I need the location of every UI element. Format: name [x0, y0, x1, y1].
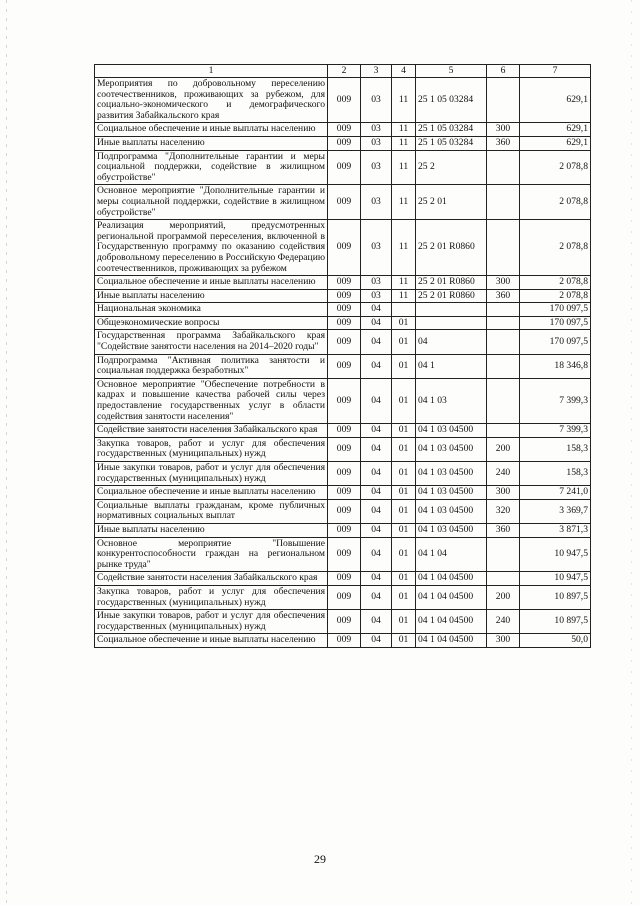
table-row: [95, 220, 591, 276]
table-row: [95, 185, 591, 220]
row-expense-type: 300: [487, 486, 520, 500]
row-section-code: 03: [361, 150, 392, 185]
table-row: [95, 78, 591, 123]
row-target-article: 04 1 04 04500: [416, 572, 487, 586]
row-section-code: 04: [361, 537, 392, 572]
table-row: [95, 523, 591, 537]
table-row: [95, 289, 591, 303]
row-expense-type: 200: [487, 585, 520, 609]
row-subsection-code: 11: [392, 150, 416, 185]
row-subsection-code: 01: [392, 462, 416, 486]
row-ministry-code: 009: [328, 150, 361, 185]
row-target-article: 25 1 05 03284: [416, 123, 487, 137]
row-section-code: 03: [361, 78, 392, 123]
row-section-code: 04: [361, 378, 392, 423]
row-name: Основное мероприятие "Повышение конкурентоспособности граждан на региональном рынке труда": [95, 537, 328, 572]
row-subsection-code: 01: [392, 585, 416, 609]
table-body: [95, 78, 591, 648]
table-row: [95, 136, 591, 150]
row-expense-type: [487, 354, 520, 378]
row-name: Реализация мероприятий, предусмотренных региональной программой переселения, включенной в Государственную программу по оказанию содействия добровольному переселению в Российскую Федерацию соотечественников, проживающих за рубежом: [95, 220, 328, 276]
scan-edge-right: [631, 0, 632, 905]
table-row: [95, 330, 591, 354]
row-ministry-code: 009: [328, 289, 361, 303]
row-target-article: 25 1 05 03284: [416, 136, 487, 150]
table-row: [95, 316, 591, 330]
header-col-6: 6: [487, 65, 520, 78]
row-name: Иные выплаты населению: [95, 289, 328, 303]
row-name: Иные закупки товаров, работ и услуг для обеспечения государственных (муниципальных) нужд: [95, 610, 328, 634]
row-expense-type: [487, 537, 520, 572]
row-amount: 2 078,8: [520, 185, 591, 220]
row-ministry-code: 009: [328, 437, 361, 461]
row-subsection-code: 01: [392, 537, 416, 572]
row-section-code: 04: [361, 634, 392, 648]
budget-table: [94, 64, 591, 648]
row-target-article: 25 2 01 R0860: [416, 276, 487, 290]
row-amount: 158,3: [520, 462, 591, 486]
row-subsection-code: 01: [392, 572, 416, 586]
row-name: Иные выплаты населению: [95, 523, 328, 537]
row-expense-type: 200: [487, 437, 520, 461]
row-ministry-code: 009: [328, 330, 361, 354]
table-row: [95, 634, 591, 648]
table-row: [95, 303, 591, 317]
row-name: Подпрограмма "Активная политика занятости и социальная поддержка безработных": [95, 354, 328, 378]
row-name: Общеэкономические вопросы: [95, 316, 328, 330]
table-row: [95, 499, 591, 523]
row-target-article: [416, 316, 487, 330]
table-row: [95, 276, 591, 290]
row-target-article: 04 1 04 04500: [416, 585, 487, 609]
row-section-code: 04: [361, 424, 392, 438]
row-target-article: 04: [416, 330, 487, 354]
scan-edge-left: [6, 0, 7, 905]
row-subsection-code: 11: [392, 289, 416, 303]
header-col-5: 5: [416, 65, 487, 78]
row-expense-type: 320: [487, 499, 520, 523]
header-col-7: 7: [520, 65, 591, 78]
row-subsection-code: 01: [392, 330, 416, 354]
row-name: Национальная экономика: [95, 303, 328, 317]
row-target-article: 25 2 01: [416, 185, 487, 220]
row-expense-type: 360: [487, 136, 520, 150]
row-subsection-code: 11: [392, 220, 416, 276]
row-amount: 158,3: [520, 437, 591, 461]
page-number: 29: [314, 852, 326, 866]
row-expense-type: [487, 330, 520, 354]
row-name: Социальное обеспечение и иные выплаты населению: [95, 634, 328, 648]
row-amount: 7 399,3: [520, 424, 591, 438]
table-row: [95, 486, 591, 500]
table-row: [95, 123, 591, 137]
row-ministry-code: 009: [328, 537, 361, 572]
row-ministry-code: 009: [328, 276, 361, 290]
row-target-article: 25 2 01 R0860: [416, 289, 487, 303]
row-ministry-code: 009: [328, 220, 361, 276]
row-section-code: 04: [361, 303, 392, 317]
row-ministry-code: 009: [328, 486, 361, 500]
row-target-article: 25 2 01 R0860: [416, 220, 487, 276]
row-target-article: 04 1 04: [416, 537, 487, 572]
row-target-article: 04 1 03 04500: [416, 486, 487, 500]
row-ministry-code: 009: [328, 572, 361, 586]
row-amount: 170 097,5: [520, 303, 591, 317]
table-row: [95, 610, 591, 634]
header-row: [95, 65, 591, 78]
row-ministry-code: 009: [328, 499, 361, 523]
row-ministry-code: 009: [328, 424, 361, 438]
table-row: [95, 585, 591, 609]
row-section-code: 04: [361, 499, 392, 523]
row-expense-type: 300: [487, 276, 520, 290]
table-row: [95, 572, 591, 586]
row-section-code: 03: [361, 276, 392, 290]
row-amount: 2 078,8: [520, 220, 591, 276]
row-amount: 3 369,7: [520, 499, 591, 523]
row-section-code: 04: [361, 354, 392, 378]
row-amount: 3 871,3: [520, 523, 591, 537]
row-subsection-code: 11: [392, 185, 416, 220]
row-target-article: 04 1 03 04500: [416, 462, 487, 486]
row-subsection-code: 01: [392, 634, 416, 648]
row-ministry-code: 009: [328, 123, 361, 137]
row-ministry-code: 009: [328, 378, 361, 423]
row-target-article: 04 1 03 04500: [416, 499, 487, 523]
row-section-code: 03: [361, 220, 392, 276]
row-ministry-code: 009: [328, 523, 361, 537]
row-section-code: 04: [361, 585, 392, 609]
row-name: Социальное обеспечение и иные выплаты населению: [95, 486, 328, 500]
row-target-article: 25 2: [416, 150, 487, 185]
row-subsection-code: 01: [392, 316, 416, 330]
row-amount: 170 097,5: [520, 330, 591, 354]
row-amount: 629,1: [520, 78, 591, 123]
row-ministry-code: 009: [328, 303, 361, 317]
row-amount: 18 346,8: [520, 354, 591, 378]
row-expense-type: 300: [487, 634, 520, 648]
row-name: Основное мероприятие "Обеспечение потребности в кадрах и повышение качества рабочей силы через предоставление государственных услуг в области содействия занятости населения": [95, 378, 328, 423]
row-section-code: 04: [361, 610, 392, 634]
row-amount: 2 078,8: [520, 276, 591, 290]
row-ministry-code: 009: [328, 610, 361, 634]
row-expense-type: [487, 303, 520, 317]
row-ministry-code: 009: [328, 136, 361, 150]
row-section-code: 03: [361, 289, 392, 303]
row-subsection-code: 01: [392, 523, 416, 537]
table-row: [95, 150, 591, 185]
row-expense-type: 300: [487, 123, 520, 137]
row-subsection-code: 01: [392, 424, 416, 438]
row-amount: 629,1: [520, 136, 591, 150]
row-ministry-code: 009: [328, 316, 361, 330]
table-row: [95, 424, 591, 438]
row-subsection-code: 11: [392, 136, 416, 150]
row-name: Государственная программа Забайкальского края "Содействие занятости населения на 2014–2020 годы": [95, 330, 328, 354]
row-subsection-code: 01: [392, 486, 416, 500]
row-target-article: [416, 303, 487, 317]
row-expense-type: [487, 78, 520, 123]
row-section-code: 04: [361, 523, 392, 537]
row-ministry-code: 009: [328, 185, 361, 220]
row-target-article: 04 1 03 04500: [416, 437, 487, 461]
row-name: Иные выплаты населению: [95, 136, 328, 150]
row-amount: 7 399,3: [520, 378, 591, 423]
row-expense-type: 240: [487, 462, 520, 486]
row-target-article: 04 1 03 04500: [416, 424, 487, 438]
row-name: Иные закупки товаров, работ и услуг для обеспечения государственных (муниципальных) нужд: [95, 462, 328, 486]
row-name: Основное мероприятие "Дополнительные гарантии и меры социальной поддержки, содействие в жилищном обустройстве": [95, 185, 328, 220]
row-target-article: 04 1 04 04500: [416, 610, 487, 634]
header-col-2: 2: [328, 65, 361, 78]
row-subsection-code: 11: [392, 276, 416, 290]
row-expense-type: 240: [487, 610, 520, 634]
row-name: Мероприятия по добровольному переселению соотечественников, проживающих за рубежом, для социально-экономического и демографического развития Забайкальского края: [95, 78, 328, 123]
row-amount: 10 897,5: [520, 585, 591, 609]
table-row: [95, 437, 591, 461]
row-subsection-code: 01: [392, 437, 416, 461]
row-section-code: 03: [361, 185, 392, 220]
row-amount: 170 097,5: [520, 316, 591, 330]
row-name: Подпрограмма "Дополнительные гарантии и меры социальной поддержки, содействие в жилищном обустройстве": [95, 150, 328, 185]
row-name: Социальные выплаты гражданам, кроме публичных нормативных социальных выплат: [95, 499, 328, 523]
header-col-4: 4: [392, 65, 416, 78]
table-row: [95, 354, 591, 378]
row-amount: 7 241,0: [520, 486, 591, 500]
row-subsection-code: 01: [392, 378, 416, 423]
row-amount: 629,1: [520, 123, 591, 137]
row-name: Содействие занятости населения Забайкальского края: [95, 572, 328, 586]
row-section-code: 04: [361, 486, 392, 500]
row-ministry-code: 009: [328, 585, 361, 609]
row-subsection-code: 01: [392, 499, 416, 523]
table-row: [95, 378, 591, 423]
row-name: Содействие занятости населения Забайкальского края: [95, 424, 328, 438]
row-expense-type: 360: [487, 289, 520, 303]
row-section-code: 03: [361, 123, 392, 137]
row-subsection-code: 01: [392, 610, 416, 634]
row-section-code: 04: [361, 462, 392, 486]
row-ministry-code: 009: [328, 462, 361, 486]
row-subsection-code: 11: [392, 123, 416, 137]
row-target-article: 04 1: [416, 354, 487, 378]
header-col-3: 3: [361, 65, 392, 78]
row-target-article: 04 1 03: [416, 378, 487, 423]
row-name: Закупка товаров, работ и услуг для обеспечения государственных (муниципальных) нужд: [95, 585, 328, 609]
row-expense-type: [487, 150, 520, 185]
header-col-1: 1: [95, 65, 328, 78]
row-ministry-code: 009: [328, 78, 361, 123]
row-name: Социальное обеспечение и иные выплаты населению: [95, 276, 328, 290]
row-amount: 10 947,5: [520, 537, 591, 572]
table-row: [95, 537, 591, 572]
row-ministry-code: 009: [328, 634, 361, 648]
row-target-article: 04 1 04 04500: [416, 634, 487, 648]
row-subsection-code: 01: [392, 354, 416, 378]
row-expense-type: [487, 316, 520, 330]
row-expense-type: [487, 185, 520, 220]
row-section-code: 03: [361, 136, 392, 150]
row-section-code: 04: [361, 437, 392, 461]
row-subsection-code: 11: [392, 78, 416, 123]
table-header: [95, 65, 591, 78]
row-amount: 2 078,8: [520, 150, 591, 185]
row-target-article: 25 1 05 03284: [416, 78, 487, 123]
row-ministry-code: 009: [328, 354, 361, 378]
row-amount: 50,0: [520, 634, 591, 648]
row-expense-type: [487, 220, 520, 276]
row-target-article: 04 1 03 04500: [416, 523, 487, 537]
row-expense-type: [487, 424, 520, 438]
table-row: [95, 462, 591, 486]
row-expense-type: 360: [487, 523, 520, 537]
row-subsection-code: [392, 303, 416, 317]
row-expense-type: [487, 572, 520, 586]
row-name: Социальное обеспечение и иные выплаты населению: [95, 123, 328, 137]
row-amount: 10 897,5: [520, 610, 591, 634]
row-name: Закупка товаров, работ и услуг для обеспечения государственных (муниципальных) нужд: [95, 437, 328, 461]
row-amount: 10 947,5: [520, 572, 591, 586]
row-section-code: 04: [361, 572, 392, 586]
row-amount: 2 078,8: [520, 289, 591, 303]
row-section-code: 04: [361, 330, 392, 354]
row-section-code: 04: [361, 316, 392, 330]
row-expense-type: [487, 378, 520, 423]
